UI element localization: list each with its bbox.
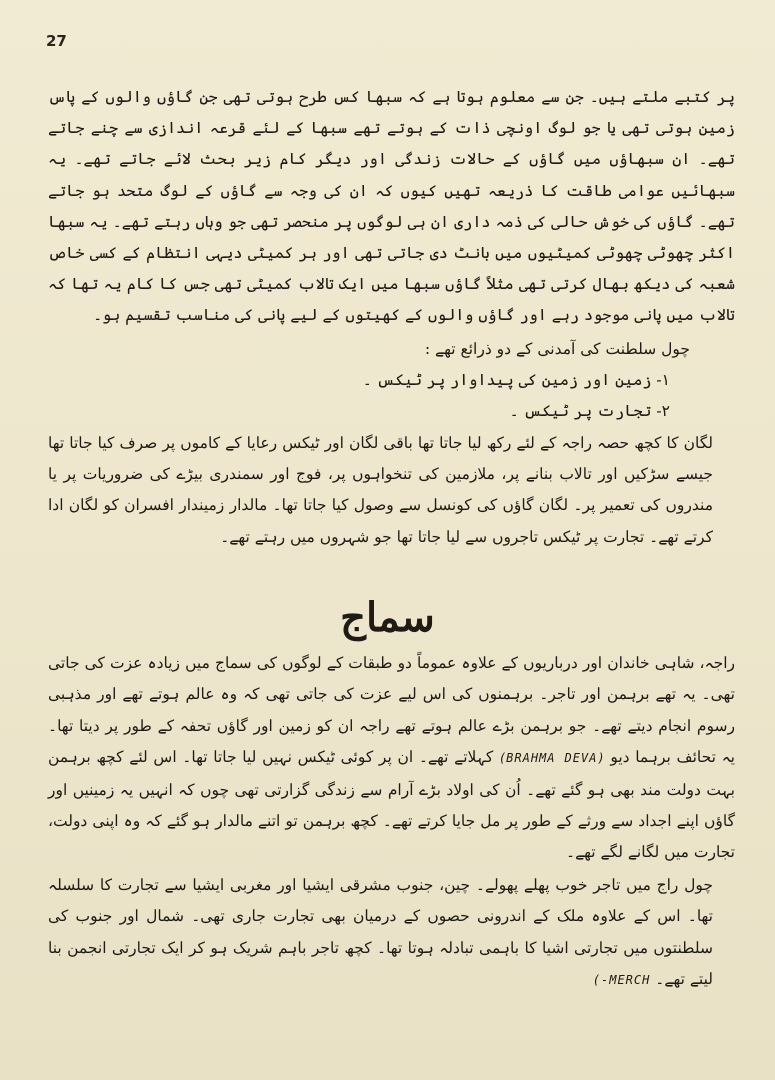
revenue-item-1: ۱- زمین اور زمین کی پیداوار پر ٹیکس ۔ (362, 371, 670, 389)
paragraph-text: پر کتبے ملتے ہیں۔ جن سے معلوم ہوتا ہے کہ سبھا کس طرح ہوتی تھی جن گاؤں والوں کے پاس زمین ہوتی تھی یا جو لوگ اونچی ذات کے ہوتے تھے سبھا کے لئے قرعہ اندازی سے چنے جاتے تھے۔ ان سبھاؤں میں گاؤں کے حالات زندگی اور دیگر کام زیر بحث لائے جاتے تھے۔ یہ سبھائیں عوامی طاقت کا ذریعہ تھیں کیوں کہ ان کی وجہ سے گاؤں کے لوگ متحد ہو جاتے تھے۔ گاؤں کی خوش حالی کی ذمہ داری ان ہی لوگوں پر منحصر تھی جو وہاں رہتے تھے۔ یہ سبھا اکثر چھوٹی چھوٹی کمیٹیوں میں بانٹ دی جاتی تھی اور ہر کمیٹی دیہی انتظام کے کسی خاص شعبہ کی دیکھ بھال کرتی تھی مثلاً گاؤں سبھا میں ایک تالاب کمیٹی تھی جس کا کام یہ تھا کہ تالاب میں پانی موجود رہے اور گاؤں والوں کے کھیتوں کے لیے پانی کی مناسب تقسیم ہو۔ (48, 88, 735, 325)
paragraph-land-tax (48, 428, 735, 553)
paragraph-society (48, 648, 735, 869)
text-run: کہلاتے تھے۔ ان پر کوئی ٹیکس نہیں لیا جاتا تھا۔ اس لئے کچھ برہمن بہت دولت مند بھی ہو گئے تھے۔ اُن کی اولاد بڑے آرام سے زندگی گزارتی تھی چوں کہ انہیں یہ زمینیں اور گاؤں اپنے اجداد سے ورثے کے طور پر مل جایا کرتے تھے۔ کچھ برہمن تو اتنے مالدار ہو گئے کہ وہ اپنی دولت، تجارت میں لگانے لگے تھے۔ (48, 748, 735, 862)
revenue-intro: چول سلطنت کی آمدنی کے دو ذرائع تھے : (424, 340, 690, 358)
paragraph-text (48, 648, 735, 869)
text-run: راجہ، شاہی خاندان اور درباریوں کے علاوہ عموماً دو طبقات کے لوگوں کی سماج میں زیادہ عزت کی جاتی تھی۔ یہ تھے برہمن اور تاجر۔ برہمنوں کی اس لیے عزت کی جاتی تھی کہ وہ عالم ہوتے تھے اور مذہبی رسوم انجام دیتے تھے۔ جو برہمن بڑے عالم ہوتے تھے راجہ ان کو زمین اور گاؤں تحفہ کے طور پر دیتا تھا۔ یہ تحائف برہما دیو (48, 654, 735, 767)
revenue-sources (200, 334, 690, 427)
paragraph-text: لگان کا کچھ حصہ راجہ کے لئے رکھ لیا جاتا تھا باقی لگان اور ٹیکس رعایا کے کاموں پر صرف کیا جاتا تھا جیسے سڑکیں اور تالاب بنانے پر، ملازمین کی تنخواہوں پر، فوج اور سمندری بیڑے کی ضروریات پر یا مندروں کی تعمیر پر۔ لگان گاؤں کی کونسل سے وصول کیا جاتا تھا۔ مالدار زمیندار افسران کو لگان ادا کرتے تھے۔ تجارت پر ٹیکس تاجروں سے لیا جاتا تھا جو شہروں میں رہتے تھے۔ (48, 434, 713, 546)
revenue-item-2: ۲- تجارت پر ٹیکس ۔ (509, 402, 670, 420)
paragraph-text (48, 870, 735, 997)
text-run: چول راج میں تاجر خوب پھلے پھولے۔ چین، جنوب مشرقی ایشیا اور مغربی ایشیا سے تجارت کا سلسلہ تھا۔ اس کے علاوہ ملک کے اندرونی حصوں کے درمیان بھی تجارت جاری تھی۔ شمال اور جنوب کی سلطنتوں میں تجارتی اشیا کا باہمی تبادلہ ہوتا تھا۔ کچھ تاجر باہم شریک ہو کر ایک تجارتی انجمن بنا لیتے تھے۔ (48, 876, 713, 989)
section-heading: سماج (340, 594, 435, 641)
latin-term: MERCH-) (592, 973, 651, 988)
paragraph-village-assembly (48, 82, 735, 332)
paragraph-trade (48, 870, 735, 997)
latin-term: (BRAHMA DEVA) (498, 751, 605, 766)
page-number: 27 (46, 32, 67, 50)
